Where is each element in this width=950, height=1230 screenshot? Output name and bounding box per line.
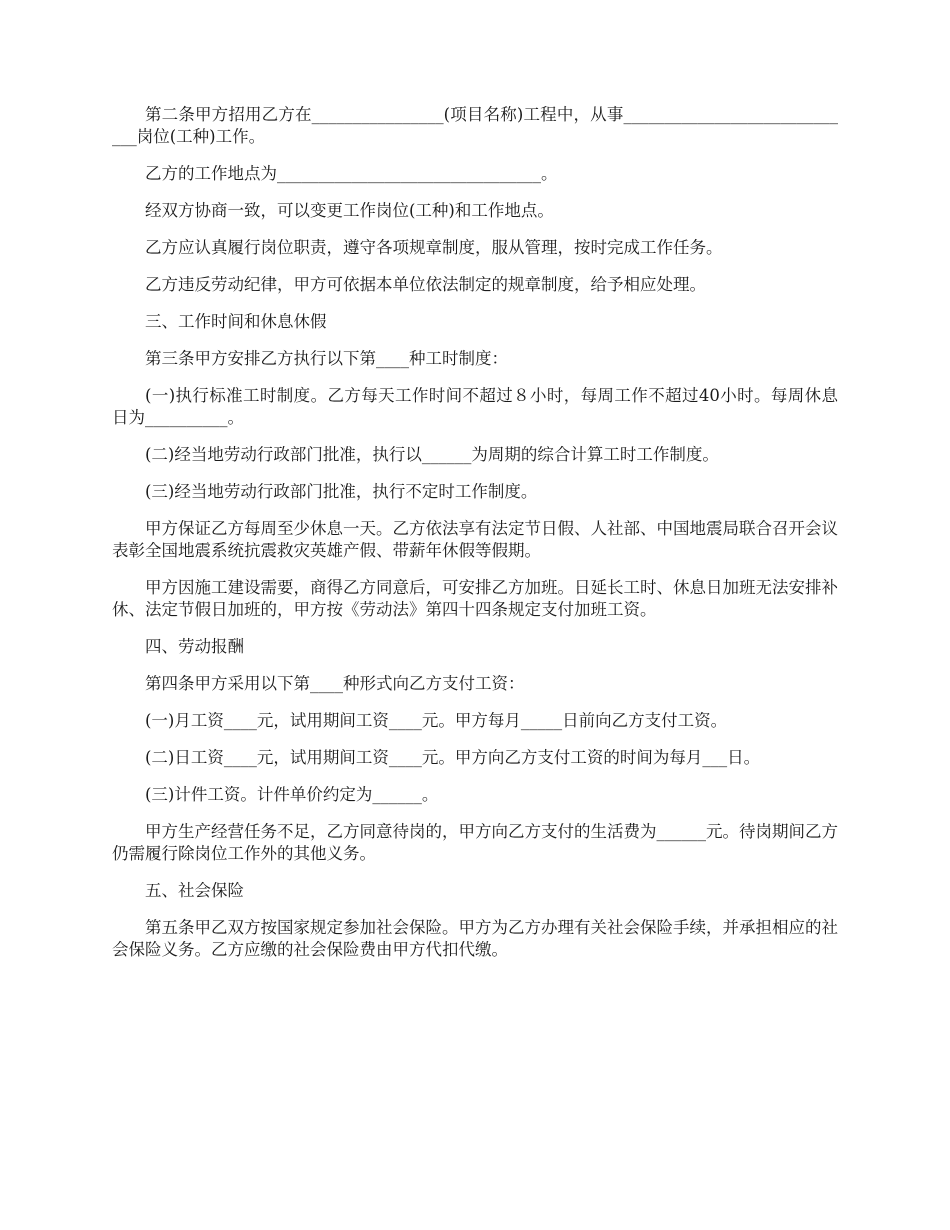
comprehensive-hours: (二)经当地劳动行政部门批准，执行以______为周期的综合计算工时工作制度。: [145, 445, 719, 464]
document-body: [112, 104, 838, 976]
rest-days: 甲方保证乙方每周至少休息一天。乙方依法享有法定节日假、人社部、中国地震局联合召开会议表彰全国地震系统抗震救灾英雄产假、带薪年休假等假期。: [112, 519, 838, 560]
monthly-wage: (一)月工资____元，试用期间工资____元。甲方每月_____日前向乙方支付工资。: [145, 711, 728, 730]
section-heading-3: 三、工作时间和休息休假: [145, 312, 327, 331]
clause-2-position: 第二条甲方招用乙方在________________(项目名称)工程中，从事_____________________________岗位(工种)工作。: [112, 105, 838, 146]
daily-wage: (二)日工资____元，试用期间工资____元。甲方向乙方支付工资的时间为每月___日。: [145, 748, 761, 767]
piece-wage: (三)计件工资。计件单价约定为______。: [145, 785, 439, 804]
section-heading-5: 五、社会保险: [145, 881, 244, 900]
clause-3-hours: 第三条甲方安排乙方执行以下第____种工时制度：: [145, 349, 508, 368]
clause-4-pay-form: 第四条甲方采用以下第____种形式向乙方支付工资：: [145, 674, 525, 693]
duty-compliance: 乙方应认真履行岗位职责，遵守各项规章制度，服从管理，按时完成工作任务。: [145, 238, 723, 257]
standby-allowance: 甲方生产经营任务不足，乙方同意待岗的，甲方向乙方支付的生活费为______元。待岗期间乙方仍需履行除岗位工作外的其他义务。: [112, 822, 838, 863]
standard-hours: (一)执行标准工时制度。乙方每天工作时间不超过８小时，每周工作不超过40小时。每周休息日为__________。: [112, 386, 838, 427]
flexible-hours: (三)经当地劳动行政部门批准，执行不定时工作制度。: [145, 482, 538, 501]
position-change: 经双方协商一致，可以变更工作岗位(工种)和工作地点。: [145, 201, 554, 220]
overtime: 甲方因施工建设需要，商得乙方同意后，可安排乙方加班。日延长工时、休息日加班无法安排补休、法定节假日加班的，甲方按《劳动法》第四十四条规定支付加班工资。: [112, 578, 838, 619]
work-location: 乙方的工作地点为________________________________。: [145, 164, 558, 183]
clause-5-social-insurance: 第五条甲乙双方按国家规定参加社会保险。甲方为乙方办理有关社会保险手续，并承担相应的社会保险义务。乙方应缴的社会保险费由甲方代扣代缴。: [112, 918, 838, 959]
discipline-handling: 乙方违反劳动纪律，甲方可依据本单位依法制定的规章制度，给予相应处理。: [145, 275, 706, 294]
section-heading-4: 四、劳动报酬: [145, 637, 244, 656]
